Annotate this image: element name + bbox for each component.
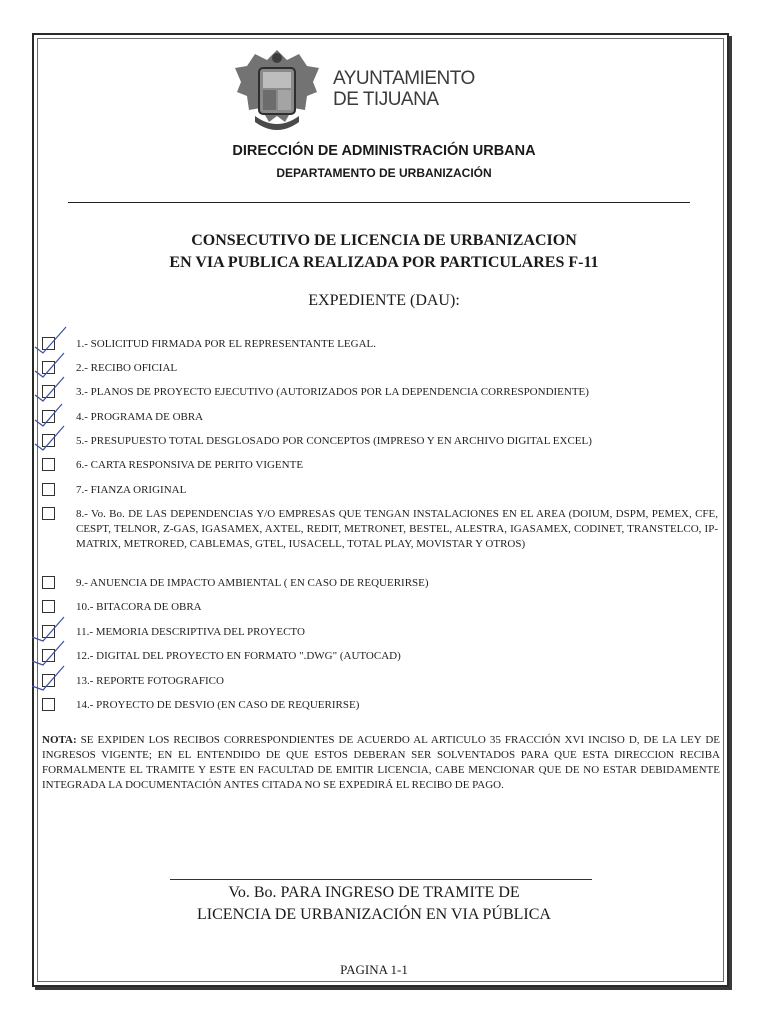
checkbox[interactable]: [42, 483, 55, 496]
expediente-label: EXPEDIENTE (DAU):: [308, 292, 460, 309]
approval-line2: LICENCIA DE URBANIZACIÓN EN VIA PÚBLICA: [197, 906, 551, 923]
checklist-item-text: 10.- BITACORA DE OBRA: [76, 601, 202, 613]
checklist-item-text: 7.- FIANZA ORIGINAL: [76, 484, 187, 496]
municipal-seal-icon: [233, 46, 321, 138]
department-heading: DEPARTAMENTO DE URBANIZACIÓN: [276, 166, 492, 180]
checklist-item-text: 14.- PROYECTO DE DESVIO (EN CASO DE REQUERIRSE): [76, 699, 360, 711]
title-line2: EN VIA PUBLICA REALIZADA POR PARTICULARES F-11: [169, 254, 599, 271]
checklist-item-text: 2.- RECIBO OFICIAL: [76, 362, 178, 374]
checkbox[interactable]: [42, 458, 55, 471]
note-text: SE EXPIDEN LOS RECIBOS CORRESPONDIENTES DE ACUERDO AL ARTICULO 35 FRACCIÓN XVI INCISO D, DE LA LEY DE INGRESOS VIGENTE; EN EL ENTENDIDO DE QUE ESTOS DEBERAN SER SOLVENTADOS PARA QUE ESTA DIRECCION RECIBA FORMALMENTE EL TRAMITE Y ESTE EN FACULTAD DE EMITIR LICENCIA, CABE MENCIONAR QUE DE NO ESTAR DEBIDAMENTE INTEGRADA LA DOCUMENTACIÓN ANTES CITADA NO SE EXPEDIRÁ EL RECIBO DE PAGO.: [42, 734, 720, 791]
checklist-item-text: 9.- ANUENCIA DE IMPACTO AMBIENTAL ( EN CASO DE REQUERIRSE): [76, 577, 429, 589]
direction-heading: DIRECCIÓN DE ADMINISTRACIÓN URBANA: [232, 143, 536, 159]
checklist-item-text: 5.- PRESUPUESTO TOTAL DESGLOSADO POR CONCEPTOS (IMPRESO Y EN ARCHIVO DIGITAL EXCEL): [76, 435, 592, 447]
check-mark-icon: [34, 424, 68, 452]
checklist-item-text: 13.- REPORTE FOTOGRAFICO: [76, 675, 224, 687]
approval-caption: [0, 882, 748, 926]
signature-line: [170, 879, 592, 880]
checkbox[interactable]: [42, 507, 55, 520]
checklist-item-text: 4.- PROGRAMA DE OBRA: [76, 411, 204, 423]
checkbox[interactable]: [42, 698, 55, 711]
page-number: PAGINA 1-1: [340, 962, 408, 977]
check-mark-icon: [34, 664, 68, 692]
checklist-item-text: 3.- PLANOS DE PROYECTO EJECUTIVO (AUTORIZADOS POR LA DEPENDENCIA CORRESPONDIENTE): [76, 386, 589, 398]
checklist-item-text: 12.- DIGITAL DEL PROYECTO EN FORMATO ".DWG" (AUTOCAD): [76, 650, 401, 662]
note-paragraph: [42, 733, 720, 793]
approval-line1: Vo. Bo. PARA INGRESO DE TRAMITE DE: [228, 884, 520, 901]
document-title: [0, 230, 768, 274]
checkbox[interactable]: [42, 600, 55, 613]
checkbox[interactable]: [42, 576, 55, 589]
check-mark-icon: [34, 639, 68, 667]
title-line1: CONSECUTIVO DE LICENCIA DE URBANIZACION: [191, 232, 577, 249]
checklist-item-text: 11.- MEMORIA DESCRIPTIVA DEL PROYECTO: [76, 626, 305, 638]
org-name-line2: DE TIJUANA: [333, 89, 439, 110]
check-mark-icon: [34, 375, 68, 403]
checklist-item-text: 8.- Vo. Bo. DE LAS DEPENDENCIAS Y/O EMPRESAS QUE TENGAN INSTALACIONES EN EL AREA (DOIUM, DSPM, PEMEX, CFE, CESPT, TELNOR, Z-GAS, IGASAMEX, AXTEL, REDIT, METRONET, BESTEL, ALESTRA, IGASAMEX, CODINET, TRANSTELCO, IP-MATRIX, METRORED, CABLEMAS, GTEL, IUSACELL, TOTAL PLAY, MOVISTAR Y OTROS): [76, 508, 718, 550]
header-divider: [68, 202, 690, 203]
org-name-line1: AYUNTAMIENTO: [333, 68, 475, 89]
checklist-item-text: 1.- SOLICITUD FIRMADA POR EL REPRESENTANTE LEGAL.: [76, 338, 376, 350]
checklist-item-text: 6.- CARTA RESPONSIVA DE PERITO VIGENTE: [76, 459, 304, 471]
note-label: NOTA:: [42, 734, 77, 746]
organization-name: [333, 68, 475, 110]
